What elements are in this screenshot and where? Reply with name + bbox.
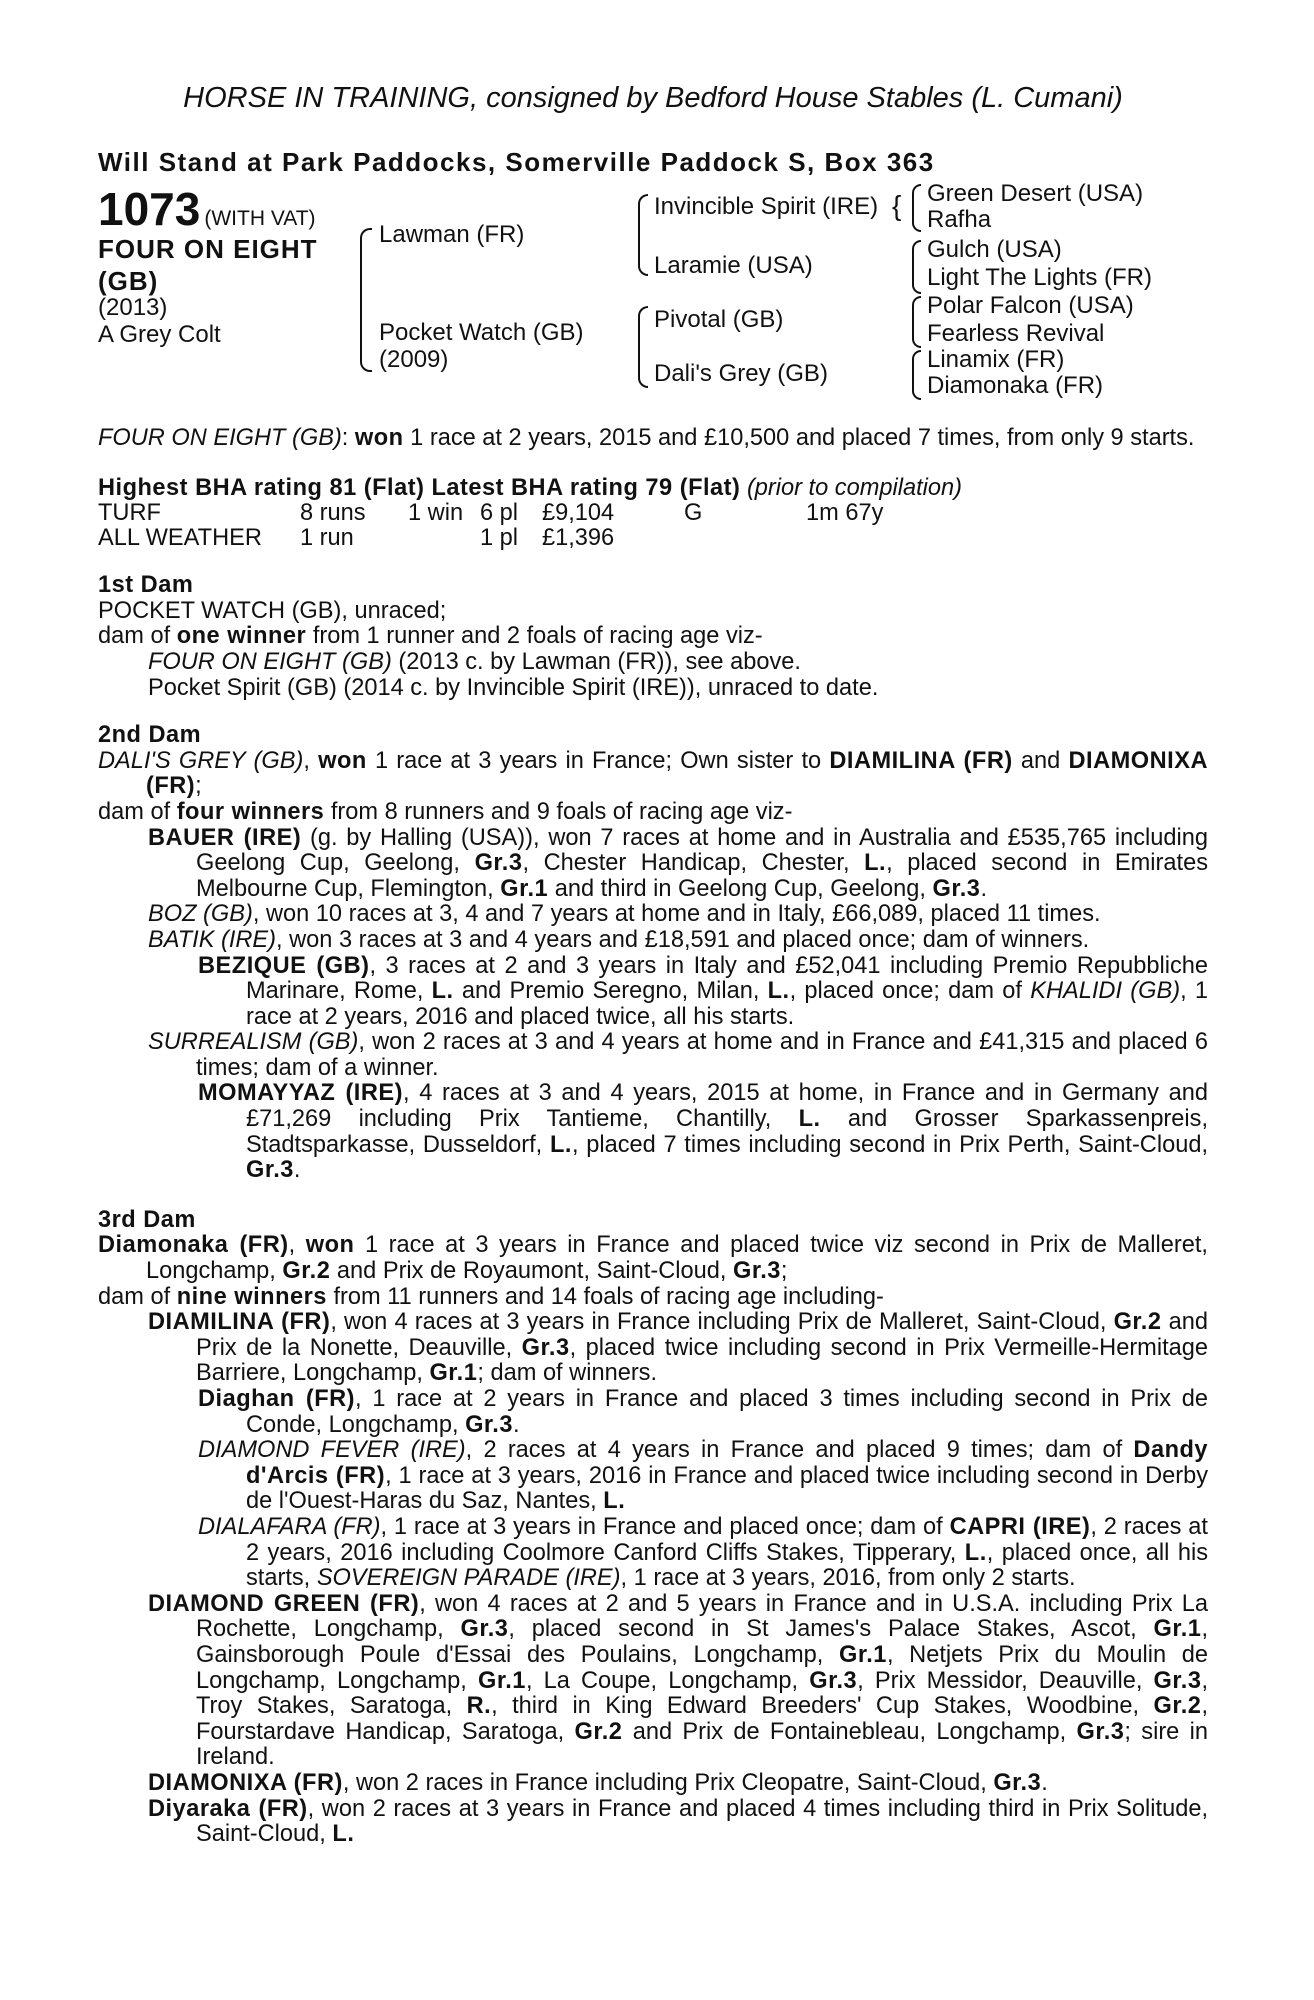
sire: Lawman (FR) xyxy=(379,221,525,248)
second-dam-line: DALI'S GREY (GB), won 1 race at 3 years in France; Own sister to DIAMILINA (FR) and DIAMONIXA (FR); xyxy=(98,747,1209,800)
dam-year: (2009) xyxy=(379,346,449,373)
ssd: Rafha xyxy=(927,206,992,233)
dam-dam: Dali's Grey (GB) xyxy=(654,360,828,387)
dsd: Fearless Revival xyxy=(927,320,1105,347)
list-item: SURREALISM (GB), won 2 races at 3 and 4 years at home and in France and £41,315 and placed 6 times; dam of a winner. xyxy=(148,1029,1208,1081)
horse-name: FOUR ON EIGHT xyxy=(98,234,318,264)
third-dam-heading: 3rd Dam xyxy=(98,1206,196,1233)
vat-note: (WITH VAT) xyxy=(204,207,316,230)
list-item: DIAMOND FEVER (IRE), 2 races at 4 years in France and placed 9 times; dam of Dandy d'Arcis (FR), 1 race at 3 years, 2016 in France and placed twice including second in Derby de l'Ouest-Haras du Saz, Nantes, L. xyxy=(198,1437,1209,1515)
first-dam-produce: dam of one winner from 1 runner and 2 foals of racing age viz- xyxy=(98,623,763,650)
page-header: HORSE IN TRAINING, consigned by Bedford House Stables (L. Cumani) xyxy=(183,82,1123,114)
catalogue-body xyxy=(98,426,1208,1848)
list-item: BEZIQUE (GB), 3 races at 2 and 3 years in Italy and £52,041 including Premio Repubbliche Marinare, Rome, L. and Premio Seregno, Milan, L., placed once; dam of KHALIDI (GB), 1 race at 2 years, 2016 and placed twice, all his starts. xyxy=(198,952,1208,1030)
list-item: FOUR ON EIGHT (GB) (2013 c. by Lawman (FR)), see above. xyxy=(148,648,801,675)
stand-location: Will Stand at Park Paddocks, Somerville Paddock S, Box 363 xyxy=(98,147,935,177)
list-item: DIAMOND GREEN (FR), won 4 races at 2 and 5 years in France and in U.S.A. including Prix La Rochette, Longchamp, Gr.3, placed second in St James's Palace Stakes, Ascot, Gr.1, Gainsborough Poule d'Essai des Poulains, Longchamp, Gr.1, Netjets Prix du Moulin de Longchamp, Longchamp, Gr.1, La Coupe, Longchamp, Gr.3, Prix Messidor, Deauville, Gr.3, Troy Stakes, Saratoga, R., third in King Edward Breeders' Cup Stakes, Woodbine, Gr.2, Fourstardave Handicap, Saratoga, Gr.2 and Prix de Fontainebleau, Longchamp, Gr.3; sire in Ireland. xyxy=(148,1590,1209,1771)
lot-number: 1073 (WITH VAT) xyxy=(98,183,316,235)
sire-bracket xyxy=(638,194,648,276)
horse-country: (GB) xyxy=(98,266,159,296)
third-dam-produce: dam of nine winners from 11 runners and 14 foals of racing age including- xyxy=(98,1283,884,1310)
list-item: MOMAYYAZ (IRE), 4 races at 3 and 4 years, 2015 at home, in France and in Germany and £71,269 including Prix Tantieme, Chantilly, L. and Grosser Sparkassenpreis, Stadtsparkasse, Dusseldorf, L., placed 7 times including second in Prix Perth, Saint-Cloud, Gr.3. xyxy=(198,1080,1209,1184)
ratings: Highest BHA rating 81 (Flat) Latest BHA rating 79 (Flat) (prior to compilation) xyxy=(98,474,962,501)
dss: Polar Falcon (USA) xyxy=(927,292,1134,319)
foaling-year: (2013) xyxy=(98,294,168,321)
second-dam-produce: dam of four winners from 8 runners and 9 foals of racing age viz- xyxy=(98,798,793,825)
list-item: BOZ (GB), won 10 races at 3, 4 and 7 years at home and in Italy, £66,089, placed 11 times. xyxy=(148,901,1101,928)
sdd: Light The Lights (FR) xyxy=(927,264,1152,291)
ds-bracket xyxy=(912,296,921,348)
table-row: TURF 8 runs 1 win 6 pl £9,104 G 1m 67y xyxy=(98,500,884,527)
list-item: Pocket Spirit (GB) (2014 c. by Invincible Spirit (IRE)), unraced to date. xyxy=(148,674,879,701)
third-dam-line: Diamonaka (FR), won 1 race at 3 years in France and placed twice viz second in Prix de Malleret, Longchamp, Gr.2 and Prix de Royaumont, Saint-Cloud, Gr.3; xyxy=(98,1232,1208,1285)
list-item: Diyaraka (FR), won 2 races at 3 years in France and placed 4 times including third in Prix Solitude, Saint-Cloud, L. xyxy=(148,1795,1208,1848)
sire-dam-bracket xyxy=(360,228,372,372)
table-row: ALL WEATHER 1 run 1 pl £1,396 xyxy=(98,525,615,552)
list-item: Diaghan (FR), 1 race at 2 years in France and placed 3 times including second in Prix de Conde, Longchamp, Gr.3. xyxy=(198,1386,1209,1438)
first-dam-line: POCKET WATCH (GB), unraced; xyxy=(98,597,447,624)
sire-dam: Laramie (USA) xyxy=(654,252,813,279)
dds: Linamix (FR) xyxy=(927,346,1065,373)
list-item: BAUER (IRE) (g. by Halling (USA)), won 7 races at home and in Australia and £535,765 including Geelong Cup, Geelong, Gr.3, Chester Handicap, Chester, L., placed second in Emirates Melbourne Cup, Flemington, Gr.1 and third in Geelong Cup, Geelong, Gr.3. xyxy=(148,824,1208,902)
dam-sire: Pivotal (GB) xyxy=(654,306,784,333)
dd-bracket xyxy=(912,350,921,400)
performance-table xyxy=(98,501,895,551)
ss-brace: { xyxy=(892,190,902,221)
ss-bracket xyxy=(912,184,921,232)
summary: FOUR ON EIGHT (GB): won 1 race at 2 years, 2015 and £10,500 and placed 7 times, from only 9 starts. xyxy=(98,425,1195,451)
sd-bracket xyxy=(912,240,921,294)
sire-sire: Invincible Spirit (IRE) xyxy=(654,193,879,220)
list-item: DIAMONIXA (FR), won 2 races in France including Prix Cleopatre, Saint-Cloud, Gr.3. xyxy=(148,1769,1048,1796)
second-dam-heading: 2nd Dam xyxy=(98,722,202,749)
dam: Pocket Watch (GB) xyxy=(379,319,584,346)
horse-description: A Grey Colt xyxy=(98,321,221,348)
list-item: DIALAFARA (FR), 1 race at 3 years in France and placed once; dam of CAPRI (IRE), 2 races at 2 years, 2016 including Coolmore Canford Cliffs Stakes, Tipperary, L., placed once, all his starts, SOVEREIGN PARADE (IRE), 1 race at 3 years, 2016, from only 2 starts. xyxy=(198,1513,1208,1592)
sds: Gulch (USA) xyxy=(927,236,1062,263)
ddd: Diamonaka (FR) xyxy=(927,372,1104,399)
sss: Green Desert (USA) xyxy=(927,180,1144,207)
list-item: DIAMILINA (FR), won 4 races at 3 years in France including Prix de Malleret, Saint-Cloud, Gr.2 and Prix de la Nonette, Deauville, Gr.3, placed twice including second in Prix Vermeille-Hermitage Barriere, Longchamp, Gr.1; dam of winners. xyxy=(148,1309,1209,1387)
dam-bracket xyxy=(638,306,648,388)
first-dam-heading: 1st Dam xyxy=(98,572,194,599)
list-item: BATIK (IRE), won 3 races at 3 and 4 years and £18,591 and placed once; dam of winners. xyxy=(148,926,1090,953)
